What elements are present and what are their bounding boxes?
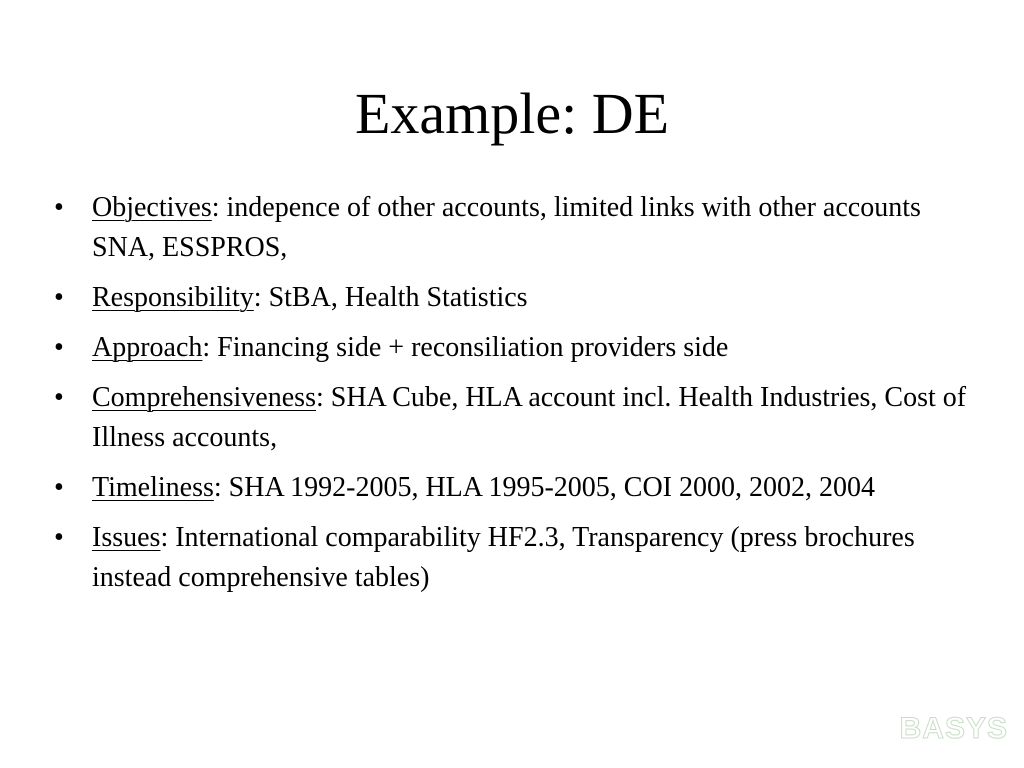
bullet-comprehensiveness [52,378,982,458]
bullet-text: : StBA, Health Statistics [253,282,528,313]
basys-watermark-logo: BASYS [899,712,1008,745]
slide-title: Example: DE [354,81,670,146]
bullet-text: : International comparability HF2.3, Transparency (press brochures instead comprehensive tables) [92,522,915,593]
bullet-marker: • [54,522,64,553]
bullet-text: : Financing side + reconsiliation providers side [202,332,729,363]
bullet-issues [52,518,982,598]
bullet-term: Issues [92,522,161,553]
bullet-marker: • [54,332,64,363]
bullet-marker: • [54,472,64,503]
bullet-term: Objectives [92,192,212,223]
bullet-term: Approach [92,332,203,363]
bullet-text: : indepence of other accounts, limited links with other accounts SNA, ESSPROS, [92,192,921,263]
bullet-term: Comprehensiveness [92,382,316,413]
bullet-list [52,188,982,608]
bullet-timeliness [52,468,982,508]
bullet-marker: • [54,192,64,223]
bullet-approach [52,328,982,368]
bullet-text: : SHA Cube, HLA account incl. Health Industries, Cost of Illness accounts, [92,382,967,453]
bullet-term: Timeliness [92,472,214,503]
bullet-term: Responsibility [92,282,254,313]
bullet-marker: • [54,282,64,313]
bullet-text: : SHA 1992-2005, HLA 1995-2005, COI 2000, 2002, 2004 [213,472,876,503]
bullet-objectives [52,188,982,268]
bullet-responsibility [52,278,982,318]
bullet-marker: • [54,382,64,413]
